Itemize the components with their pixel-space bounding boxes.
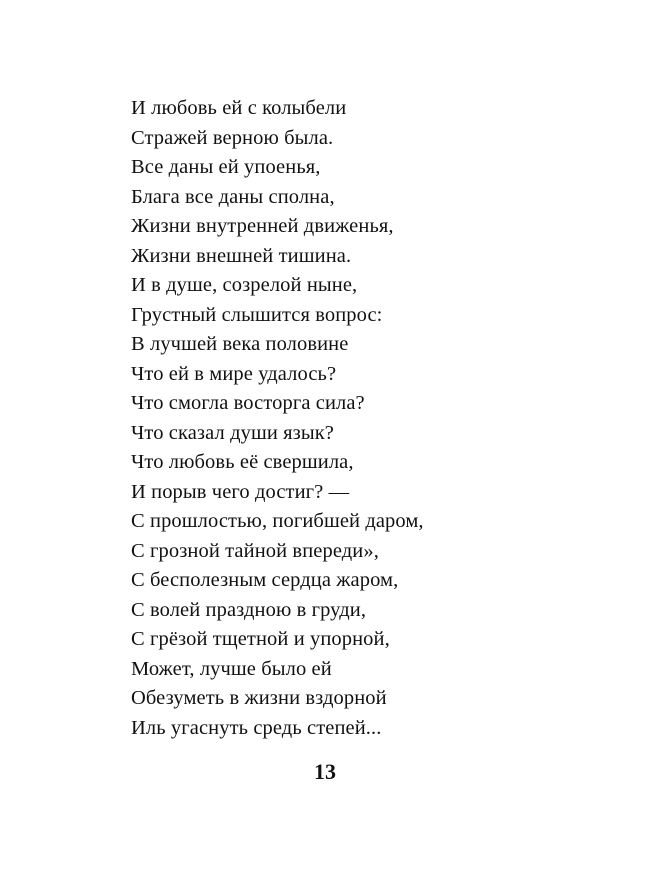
poem-line: Жизни внешней тишина. (131, 244, 352, 267)
poem-line: С бесполезным сердца жаром, (131, 569, 399, 591)
poem-line: С прошлостью, погибшей даром, (131, 510, 424, 532)
poem-line: Все даны ей упоенья, (131, 156, 321, 178)
poem-line: В лучшей века половине (131, 333, 349, 355)
poem-line: И любовь ей с колыбели (131, 97, 347, 119)
poem-line: Может, лучше было ей (131, 657, 332, 680)
poem-line: Что смогла восторга сила? (131, 392, 365, 414)
poem-line: Стражей верною была. (131, 126, 334, 149)
poem-line: И в душе, созрелой ныне, (131, 274, 358, 296)
poem-line: И порыв чего достиг? — (131, 480, 350, 503)
poem-line: С грёзой тщетной и упорной, (131, 628, 390, 650)
poem-line: Жизни внутренней движенья, (131, 215, 394, 237)
poem-line: Иль угаснуть средь степей... (131, 716, 382, 739)
page-number: 13 (314, 759, 336, 784)
poem-line: Что ей в мире удалось? (131, 362, 337, 385)
poem-line: Что любовь её свершила, (131, 451, 354, 473)
poem-line: Грустный слышится вопрос: (131, 303, 383, 326)
poem-line: С волей праздною в груди, (131, 598, 367, 621)
poem-line: Обезуметь в жизни вздорной (131, 687, 387, 709)
poem-line: Что сказал души язык? (131, 421, 334, 444)
poem-line: Блага все даны сполна, (131, 185, 335, 208)
poem-line: С грозной тайной впереди», (131, 539, 379, 562)
poem-text (131, 94, 611, 743)
